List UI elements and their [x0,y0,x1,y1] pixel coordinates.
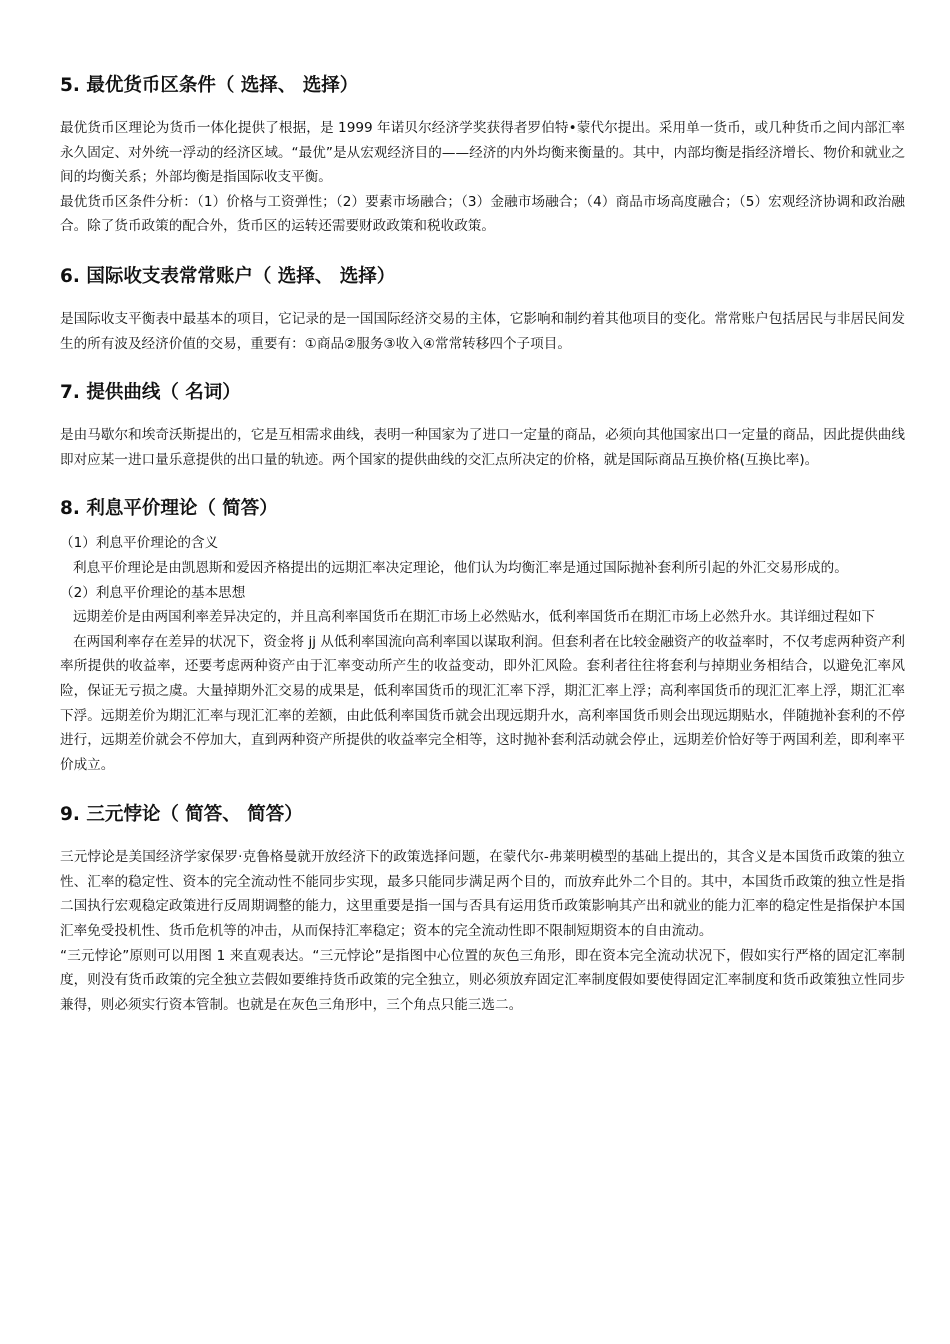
section-offer-curve [60,379,905,472]
section-heading: 6. 国际收支表常常账户（ 选择、 选择） [60,265,396,287]
paragraph: 最优货币区理论为货币一体化提供了根据，是 1999 年诺贝尔经济学奖获得者罗伯特•蒙代尔提出。采用单一货币，或几种货币之间内部汇率永久固定、对外统一浮动的经济区域。“最优”是从宏观经济目的——经济的内外均衡来衡量的。其中，内部均衡是指经济增长、物价和就业之间的均衡关系；外部均衡是指国际收支平衡。 [60,120,905,186]
paragraph: 最优货币区条件分析：（1）价格与工资弹性；（2）要素市场融合；（3）金融市场融合；（4）商品市场高度融合；（5）宏观经济协调和政治融合。除了货币政策的配合外，货币区的运转还需要财政政策和税收政策。 [60,193,905,235]
section-current-account [60,263,905,356]
section-heading: 5. 最优货币区条件（ 选择、 选择） [60,75,359,96]
paragraph: 远期差价是由两国利率差异决定的，并且高利率国货币在期汇市场上必然贴水，低利率国货币在期汇市场上必然升水。其详细过程如下 [73,609,876,626]
paragraph: 是由马歇尔和埃奇沃斯提出的，它是互相需求曲线，表明一种国家为了进口一定量的商品，必须向其他国家出口一定量的商品，因此提供曲线即对应某一进口量乐意提供的出口量的轨迹。两个国家的提供曲线的交汇点所决定的价格，就是国际商品互换价格(互换比率)。 [60,427,905,468]
paragraph: 利息平价理论是由凯恩斯和爱因齐格提出的远期汇率决定理论，他们认为均衡汇率是通过国际抛补套利所引起的外汇交易形成的。 [73,559,848,576]
paragraph: 是国际收支平衡表中最基本的项目，它记录的是一国国际经济交易的主体，它影响和制约着其他项目的变化。常常账户包括居民与非居民间发生的所有波及经济价值的交易，重要有：①商品②服务③收入④常常转移四个子项目。 [60,310,905,352]
document-page [60,72,905,1031]
paragraph: 三元悖论是美国经济学家保罗·克鲁格曼就开放经济下的政策选择问题，在蒙代尔-弗莱明模型的基础上提出的，其含义是本国货币政策的独立性、汇率的稳定性、资本的完全流动性不能同步实现，最多只能同步满足两个目的，而放弃此外二个目的。其中，本国货币政策的独立性是指二国执行宏观稳定政策进行反周期调整的能力，这里重要是指一国与否具有运用货币政策影响其产出和就业的能力汇率的稳定性是指保护本国汇率免受投机性、货币危机等的冲击，从而保持汇率稳定；资本的完全流动性即不限制短期资本的自由流动。 [60,849,905,940]
subheading: （2）利息平价理论的基本思想 [60,584,246,601]
section-heading: 8. 利息平价理论（ 简答） [60,498,278,520]
subheading: （1）利息平价理论的含义 [60,535,219,552]
paragraph: “三元悖论”原则可以用图 1 来直观表达。“三元悖论”是指图中心位置的灰色三角形，即在资本完全流动状况下，假如实行严格的固定汇率制度，则没有货币政策的完全独立芸假如要维持货币政策的完全独立，则必须放弃固定汇率制度假如要使得固定汇率制度和货币政策独立性同步兼得，则必须实行资本管制。也就是在灰色三角形中，三个角点只能三选二。 [60,947,905,1013]
section-optimal-currency-area [60,72,905,239]
paragraph: 在两国利率存在差异的状况下，资金将 jj 从低利率国流向高利率国以谋取利润。但套利者在比较金融资产的收益率时，不仅考虑两种资产利率所提供的收益率，还要考虑两种资产由于汇率变动所产生的收益变动，即外汇风险。套利者往往将套利与掉期业务相结合，以避免汇率风险，保证无亏损之虞。大量掉期外汇交易的成果是，低利率国货币的现汇汇率下浮，期汇汇率上浮；高利率国货币的现汇汇率上浮，期汇汇率下浮。远期差价为期汇汇率与现汇汇率的差额，由此低利率国货币就会出现远期升水，高利率国货币则会出现远期贴水，伴随抛补套利的不停进行，远期差价就会不停加大，直到两种资产所提供的收益率完全相等，这时抛补套利活动就会停止，远期差价恰好等于两国利差，即利率平价成立。 [60,633,905,773]
section-trilemma [60,801,905,1017]
section-interest-parity [60,495,905,777]
section-heading: 9. 三元悖论（ 简答、 简答） [60,804,303,826]
section-heading: 7. 提供曲线（ 名词） [60,382,241,404]
